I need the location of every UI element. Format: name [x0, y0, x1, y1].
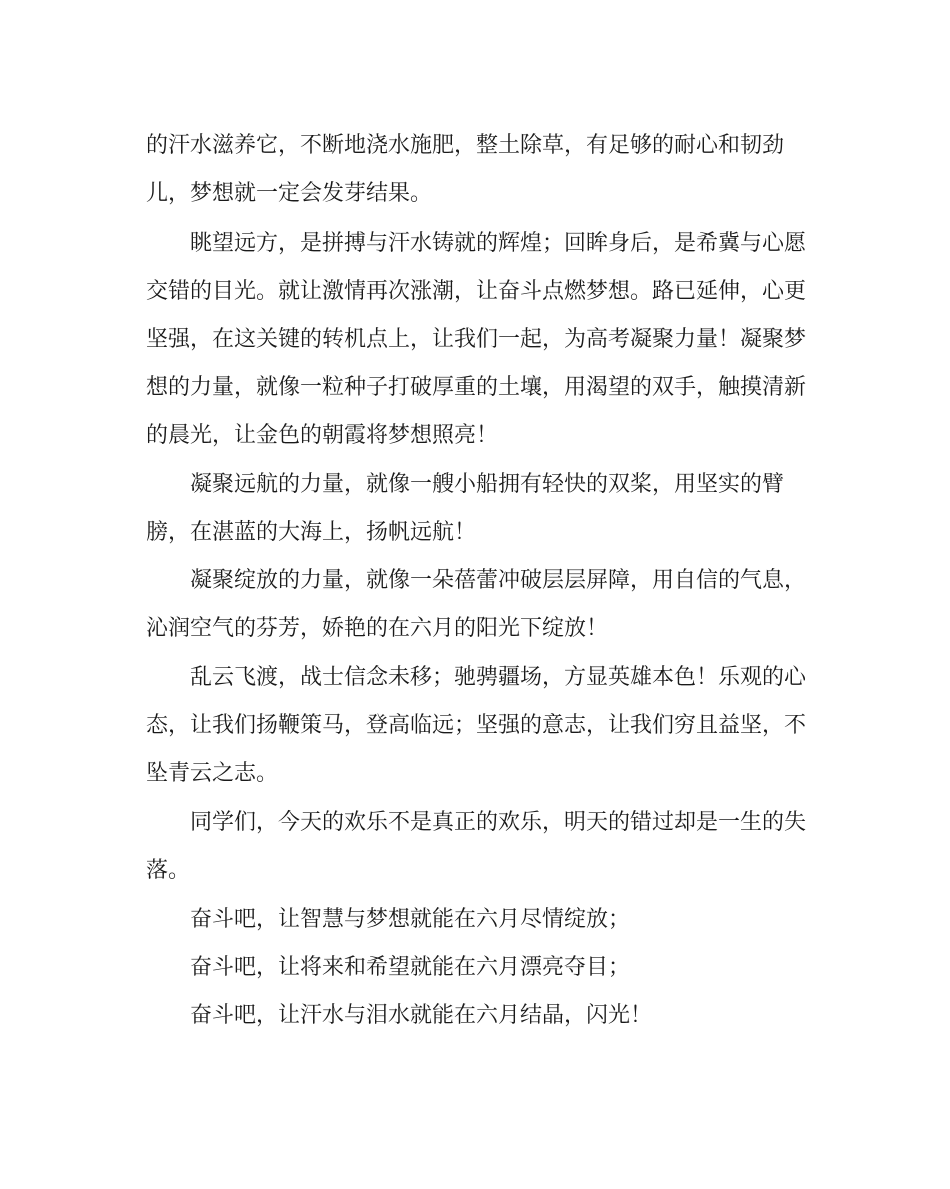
paragraph-start-line: 凝聚远航的力量，就像一艘小船拥有轻快的双桨，用坚实的臂 — [190, 472, 785, 497]
text-line: 膀，在湛蓝的大海上，扬帆远航！ — [146, 520, 477, 545]
text-line: 坠青云之志。 — [146, 761, 279, 786]
paragraph-start-line: 奋斗吧，让智慧与梦想就能在六月尽情绽放； — [190, 907, 631, 932]
text-line: 儿，梦想就一定会发芽结果。 — [146, 181, 433, 206]
text-line: 落。 — [146, 858, 191, 883]
text-line: 想的力量，就像一粒种子打破厚重的土壤，用渴望的双手，触摸清新 — [146, 375, 807, 400]
text-line: 态，让我们扬鞭策马，登高临远；坚强的意志，让我们穷且益坚，不 — [146, 713, 807, 738]
paragraph-start-line: 凝聚绽放的力量，就像一朵蓓蕾冲破层层屏障，用自信的气息， — [190, 568, 807, 593]
paragraph-start-line: 奋斗吧，让汗水与泪水就能在六月结晶，闪光！ — [190, 1003, 653, 1028]
text-line: 坚强，在这关键的转机点上，让我们一起，为高考凝聚力量！凝聚梦 — [146, 327, 807, 352]
text-line: 的晨光，让金色的朝霞将梦想照亮！ — [146, 423, 499, 448]
paragraph-start-line: 眺望远方，是拼搏与汗水铸就的辉煌；回眸身后，是希冀与心愿 — [190, 231, 807, 256]
text-line: 交错的目光。就让激情再次涨潮，让奋斗点燃梦想。路已延伸，心更 — [146, 279, 807, 304]
paragraph-start-line: 奋斗吧，让将来和希望就能在六月漂亮夺目； — [190, 955, 631, 980]
text-line: 的汗水滋养它，不断地浇水施肥，整土除草，有足够的耐心和韧劲 — [146, 133, 785, 158]
paragraph-start-line: 乱云飞渡，战士信念未移；驰骋疆场，方显英雄本色！乐观的心 — [190, 665, 807, 690]
text-line: 沁润空气的芬芳，娇艳的在六月的阳光下绽放！ — [146, 616, 609, 641]
paragraph-start-line: 同学们，今天的欢乐不是真正的欢乐，明天的错过却是一生的失 — [190, 810, 807, 835]
